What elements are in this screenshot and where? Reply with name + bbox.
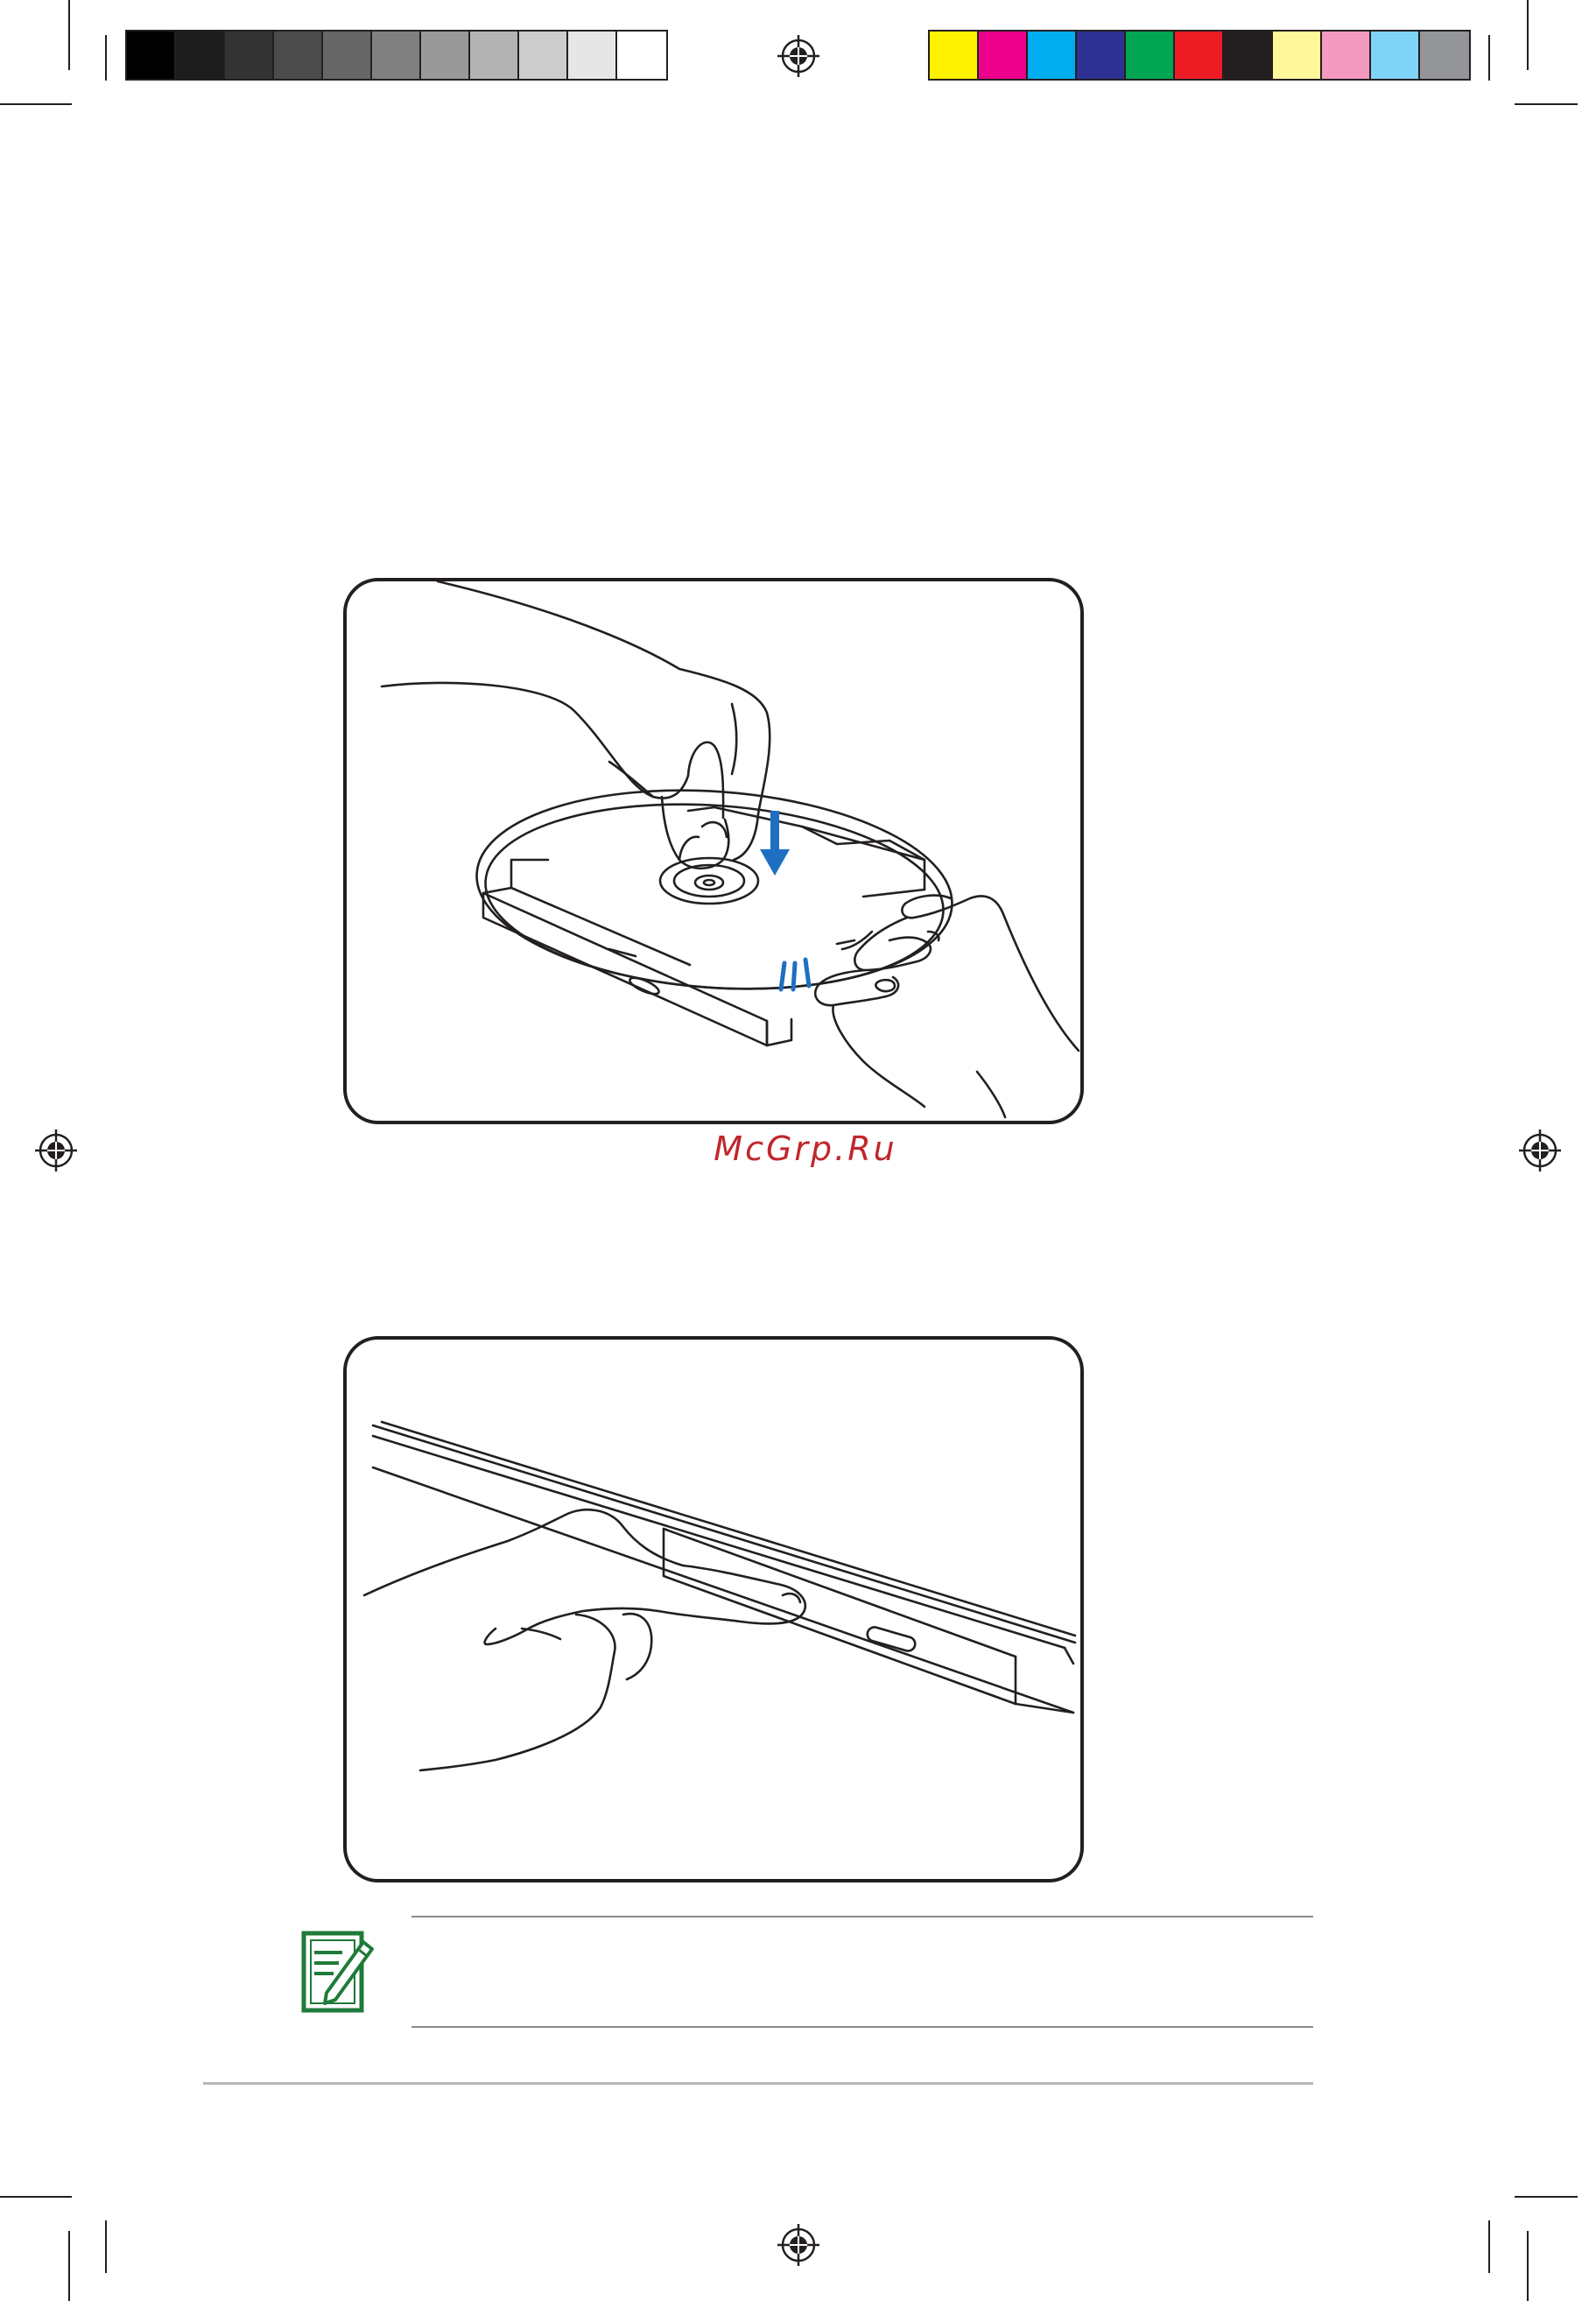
- crop-mark-icon: [1488, 2220, 1490, 2273]
- color-swatch: [1322, 32, 1371, 79]
- color-swatch: [225, 32, 274, 79]
- color-swatch: [470, 32, 519, 79]
- crop-mark-icon: [0, 103, 72, 105]
- color-swatch: [1224, 32, 1273, 79]
- close-tray-figure: [343, 1336, 1084, 1882]
- crop-mark-icon: [1488, 35, 1490, 81]
- registration-target-icon: [777, 2224, 819, 2266]
- color-swatch: [421, 32, 470, 79]
- insert-disc-figure: [343, 578, 1084, 1124]
- crop-mark-icon: [1527, 0, 1529, 70]
- registration-target-icon: [35, 1129, 77, 1172]
- crop-mark-icon: [68, 2231, 70, 2301]
- color-swatch: [1077, 32, 1126, 79]
- grayscale-swatch-strip: [125, 30, 668, 81]
- finger-pushing-tray-closed-illustration: [347, 1340, 1080, 1879]
- color-swatch: [1126, 32, 1175, 79]
- crop-mark-icon: [1515, 103, 1578, 105]
- color-swatch: [930, 32, 979, 79]
- color-swatch: [1273, 32, 1322, 79]
- crop-mark-icon: [1515, 2196, 1578, 2198]
- note-bottom-rule: [411, 2026, 1313, 2028]
- color-swatch: [1175, 32, 1224, 79]
- watermark-text: McGrp.Ru: [714, 1129, 897, 1168]
- color-swatch: [176, 32, 225, 79]
- color-swatch: [1371, 32, 1420, 79]
- color-swatch: [1420, 32, 1469, 79]
- color-swatch: [323, 32, 372, 79]
- color-swatch: [519, 32, 568, 79]
- color-swatch: [979, 32, 1028, 79]
- note-top-rule: [411, 1916, 1313, 1918]
- color-swatch: [617, 32, 666, 79]
- registration-target-icon: [1519, 1129, 1561, 1172]
- crop-mark-icon: [1527, 2231, 1529, 2301]
- color-swatch: [372, 32, 421, 79]
- note-pencil-icon: [300, 1926, 376, 2014]
- color-swatch: [127, 32, 176, 79]
- hand-pressing-disc-onto-tray-illustration: [347, 581, 1080, 1121]
- crop-mark-icon: [0, 2196, 72, 2198]
- crop-mark-icon: [68, 0, 70, 70]
- page-footer-rule: [203, 2082, 1313, 2085]
- crop-mark-icon: [105, 35, 107, 81]
- color-swatch: [1028, 32, 1077, 79]
- color-swatch-strip: [928, 30, 1471, 81]
- color-swatch: [274, 32, 323, 79]
- crop-mark-icon: [105, 2220, 107, 2273]
- color-swatch: [568, 32, 617, 79]
- registration-target-icon: [777, 35, 819, 77]
